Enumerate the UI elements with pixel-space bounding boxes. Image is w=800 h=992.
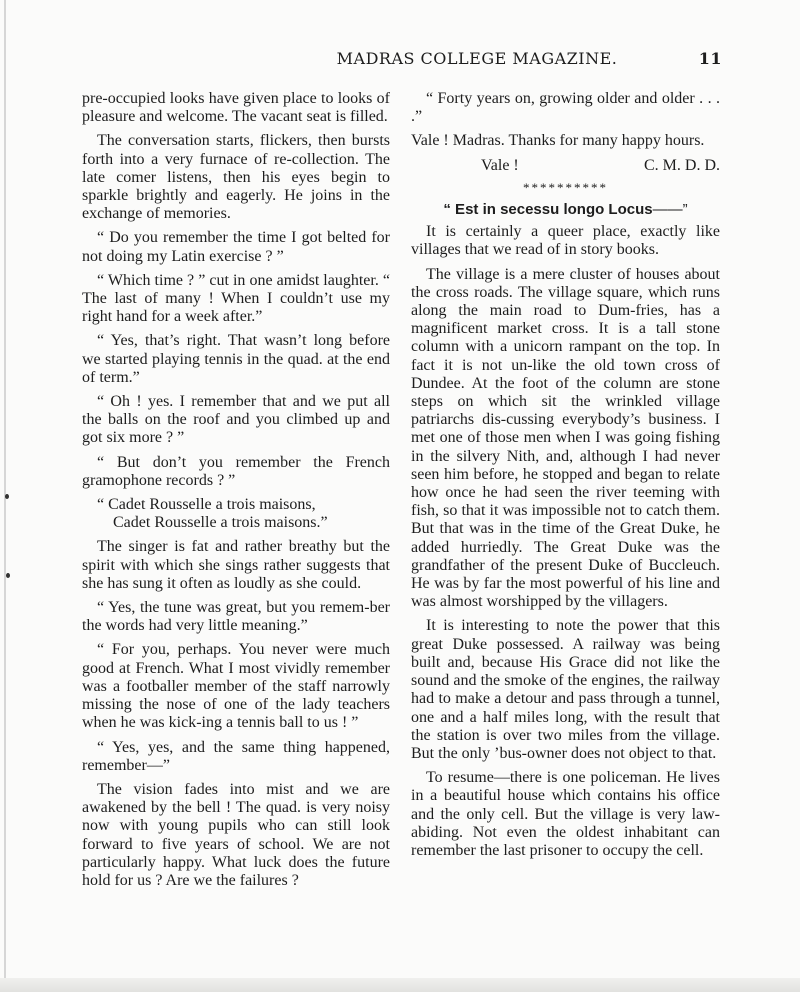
paragraph: The vision fades into mist and we are awakened by the bell ! The quad. is very noisy now with young pupils who can still look forward to five years of school. We are not particularly happy. What luck does the future hold for us ? Are we the failures ? <box>82 780 390 889</box>
right-column <box>411 90 720 866</box>
paragraph: The conversation starts, flickers, then bursts forth into a very furnace of re-collection. The late comer listens, then his eyes begin to sparkle brightly and eagerly. He joins in the exchange of memories. <box>82 132 390 223</box>
paragraph: “ Oh ! yes. I remember that and we put all the balls on the roof and you climbed up and got six more ? ” <box>82 393 390 447</box>
paragraph: “ Yes, the tune was great, but you remem-ber the words had very little meaning.” <box>82 599 390 635</box>
article-heading-text: “ Est in secessu longo Locus <box>443 201 653 219</box>
paragraph: pre-occupied looks have given place to looks of pleasure and welcome. The vacant seat is filled. <box>82 90 390 126</box>
paragraph: “ Forty years on, growing older and older . . . .” <box>411 90 720 126</box>
paragraph: “ Yes, that’s right. That wasn’t long before we started playing tennis in the quad. at the end of term.” <box>82 332 390 386</box>
binding-mark <box>6 573 10 578</box>
binding-mark <box>5 494 9 499</box>
paragraph: “ Yes, yes, and the same thing happened, remember—” <box>82 738 390 774</box>
paragraph: “ Do you remember the time I got belted for not doing my Latin exercise ? ” <box>82 229 390 265</box>
paragraph: The village is a mere cluster of houses about the cross roads. The village square, which runs along the main road to Dum-fries, has a magnificent market cross. It is a tall stone column with a unicorn rampant on the top. In fact it is not un-like the old town cross of Dundee. At the foot of the column are stone steps on which sit the wrinkled village patriarchs dis-cussing everybody’s business. I met one of those men when I was going fishing in the silvery Nith, and, although I had never seen him before, he stopped and began to relate how once he had seen the river teeming with fish, so that it was impossible not to catch them. But that was in the time of the Great Duke, he added hurriedly. The Great Duke was the grandfather of the present Duke of Buccleuch. He was by far the most powerful of his line and was almost worshipped by the villagers. <box>411 265 720 611</box>
page-bottom-edge <box>0 978 800 992</box>
song-line: “ Cadet Rousselle a trois maisons, <box>97 496 316 514</box>
paragraph: To resume—there is one policeman. He lives in a beautiful house which contains his office and the only cell. But the village is very law-abiding. Not even the oldest inhabitant can remember the last prisoner to occupy the cell. <box>411 769 720 859</box>
author-initials: C. M. D. D. <box>643 156 720 174</box>
paragraph: “ But don’t you remember the French gramophone records ? ” <box>82 453 390 489</box>
signoff <box>411 157 720 175</box>
article-heading <box>411 201 720 219</box>
paragraph: “ Which time ? ” cut in one amidst laughter. “ The last of many ! When I couldn’t use my right hand for a week after.” <box>82 271 390 326</box>
page-number: 11 <box>698 49 722 68</box>
magazine-title: MADRAS COLLEGE MAGAZINE. <box>336 49 618 68</box>
paragraph: It is certainly a queer place, exactly like villages that we read of in story books. <box>411 223 720 259</box>
paragraph: “ For you, perhaps. You never were much good at French. What I most vividly remember was a footballer member of the staff narrowly missing the nose of one of the lady teachers when he was kick-ing a tennis ball to us ! ” <box>82 641 390 732</box>
signoff-vale: Vale ! <box>481 156 519 174</box>
song-lyrics <box>82 496 390 532</box>
paragraph: Vale ! Madras. Thanks for many happy hours. <box>411 132 705 150</box>
paragraph: The singer is fat and rather breathy but the spirit with which she sings rather suggests that she has sung it often as loudly as she could. <box>82 538 390 592</box>
song-line: Cadet Rousselle a trois maisons.” <box>113 514 328 532</box>
left-column <box>82 90 390 896</box>
article-heading-end: ——” <box>652 201 688 219</box>
section-divider: ********** <box>523 179 608 195</box>
running-head <box>82 49 722 68</box>
paragraph: It is interesting to note the power that this great Duke possessed. A railway was being built and, because His Grace did not like the sound and the smoke of the engines, the railway had to make a detour and pass through a tunnel, one and a half miles long, with the result that the station is over two miles from the village. But the only ’bus-owner does not object to that. <box>411 617 720 762</box>
